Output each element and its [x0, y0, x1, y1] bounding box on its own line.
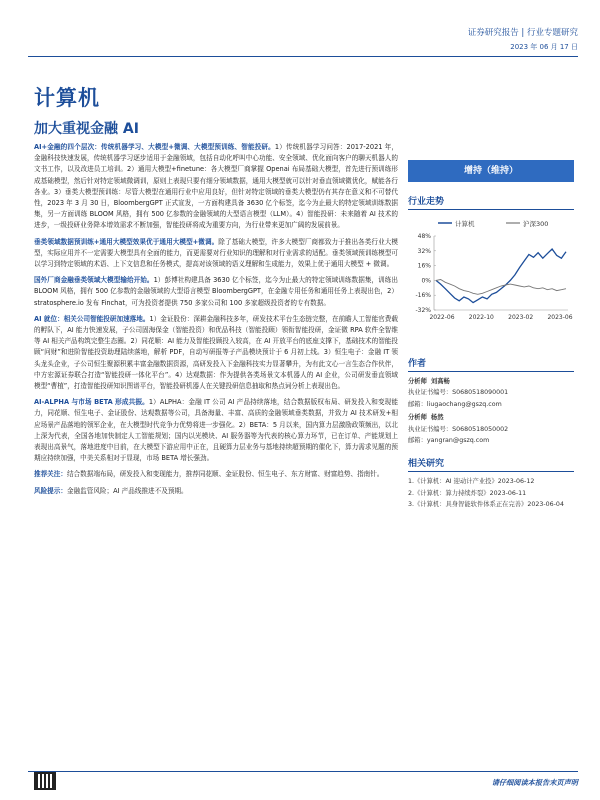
report-type-header: 证券研究报告 | 行业专题研究	[467, 28, 578, 38]
paragraph-lead: 垂类领域数据预训练+通用大模型效果优于通用大模型+微调。	[34, 237, 219, 246]
paragraph-6	[34, 469, 398, 480]
author-name: 刘高畅	[430, 378, 450, 385]
series-line-csi300	[436, 280, 566, 295]
header-divider	[28, 56, 578, 57]
author-block-2	[408, 412, 574, 446]
author-email: 邮箱：yangran@gszq.com	[408, 437, 490, 445]
y-tick-label: -16%	[415, 292, 431, 300]
footer-disclaimer: 请仔细阅读本报告末页声明	[491, 778, 578, 787]
y-tick-label: 32%	[417, 247, 431, 255]
related-research-item[interactable]: 2.《计算机：算力持续炸裂》2023-06-11	[408, 489, 527, 497]
x-tick-label: 2022-06	[429, 314, 455, 321]
paragraph-body: 金融监管风险；AI 产品线推进不及预期。	[66, 486, 188, 495]
industry-trend-chart	[408, 214, 574, 322]
related-research-item[interactable]: 3.《计算机：具身智能软件体系正在完善》2023-06-04	[408, 501, 564, 509]
related-research-heading: 相关研究	[408, 456, 574, 472]
footer	[0, 770, 600, 790]
paragraph-lead: 风险提示：	[34, 486, 67, 495]
author-role: 分析师	[408, 414, 427, 422]
paragraph-body: 除了基础大模型，许多大模型厂商都致力于推出各类行业大模型，实际应用并不一定需要大模型具有全面的能力，而更需要对行业知识的理解和对行业需求的适配。垂类领域预训练模型可以学习到特定领域的术语、上下文信息和任务模式，提高对该领域的语义理解和生成能力，效果上优于通用大模型 + 微调。	[34, 237, 398, 269]
related-research-list	[408, 476, 574, 510]
paragraph-body: 1）传统机器学习问答：2017-2021 年，金融科技快速发展，传统机器学习逐步适用于金融领域，包括自动化呼叫中心功能、安全领域、优化面向客户的聊天机器人的文书工作，以及改进员工培训。2）通用大模型+finetune：各大模型厂商掌握 Openai 布局基础大模型，首先进行预训练形成基础模型，然后针对特定领域微调训，原则上表现只要有细分领域数据，通用大模型就可以针对垂直领域微优化，赋能各行各业。3）垂类大模型预训练：尽管大模型在通用行业中应用良好，但针对特定领域的垂类大模型仍有其存在意义和不可替代性，2023 年 3 月 30 日，BloombergGPT 正式宣发，一方面构建具备 3630 亿个标签，迄今为止最大的特定领域训练数据集，另一方面训练 BLOOM 风格，拥有 500 亿参数的金融领域的大型语言模型（LLM）。4）智能投研：未来随着 AI 技术的进步，一级投研业务降本增效需求不断加强，智能投研将成为重要方向，为行业带来更加广阔的发展前景。	[34, 143, 399, 230]
paragraph-body: 1）彭博社构建具备 3630 亿个标签，迄今为止最大的特定领域训练数据集，训练出 BLOOM 风格，拥有 500 亿参数的金融领域的大型语言模型 BloombergGPT，在金融专用任务和通用任务上表现出色，2）stratosphere.io 发布 Finchat，可为投资者提供 750 多家公司和 100 多家超级投资者的专有数据。	[34, 276, 399, 307]
author-cert: 执业证书编号：S0680518090001	[408, 389, 509, 397]
paragraph-5	[34, 397, 398, 464]
author-block-1	[408, 376, 574, 410]
paragraph-2	[34, 237, 398, 271]
paragraph-7	[34, 486, 398, 497]
industry-title: 计算机	[34, 86, 100, 110]
y-tick-label: 16%	[417, 262, 431, 270]
y-tick-label: 48%	[417, 233, 431, 240]
author-role: 分析师	[408, 378, 427, 385]
qr-code-icon	[34, 772, 56, 790]
paragraph-body: 结合数据端布局，研发投入和变现能力，推荐同花顺、金证股份、恒生电子、东方财富、财富趋势、指南针。	[66, 470, 384, 479]
author-email: 邮箱：liugaochang@gszq.com	[408, 400, 502, 408]
paragraph-lead: AI-ALPHA 与市场 BETA 形成共振。	[34, 398, 149, 407]
paragraph-lead: 推荐关注：	[34, 470, 67, 479]
author-name: 杨然	[430, 414, 444, 422]
author-cert: 执业证书编号：S0680518050002	[408, 425, 509, 433]
paragraph-body: 1）ALPHA：金融 IT 公司 AI 产品持续落地，结合数据版权布局、研发投入和变现能力，同花顺、恒生电子、金证股份、达观数据等公司，具备海量、丰富、高质的金融领域垂类数据，并致力 AI 技术研发+相应场景产品落地的领军企业，在大模型时代竞争力优势将进一步强化。2）BETA：5 月以来，国内算力层激励政策频出，以北上深为代表，全国各地加快制定人工智能规划；国内以光模块、AI 服务器等为代表的核心算力环节，已在订单、产能规划上表现出高景气，落地进度中目前，在大模型下游应用中正在，且硬算力层业务与基地持续超预期的催化下，算力需求见题的预期应持续加强，中美关系相对于显现，市场 BETA 增长强劲。	[34, 398, 399, 463]
y-tick-label: -32%	[415, 307, 431, 314]
main-column	[34, 142, 398, 502]
y-tick-label: 0%	[421, 277, 431, 285]
x-tick-label: 2023-06	[547, 314, 573, 321]
sidebar	[408, 142, 574, 511]
legend-label-csi300: 沪深300	[523, 220, 549, 228]
paragraph-1	[34, 142, 398, 232]
legend-label-computer: 计算机	[455, 220, 475, 228]
paragraph-3	[34, 275, 398, 309]
report-title: 加大重视金融 AI	[34, 121, 139, 137]
report-date: 2023 年 06 月 17 日	[510, 43, 578, 51]
trend-heading: 行业走势	[408, 194, 574, 210]
paragraph-lead: 国外厂商金融垂类领域大模型输给开始。	[34, 276, 154, 285]
paragraph-lead: AI+金融的四个层次：传统机器学习、大模型+微调、大模型预训练、智能投研。	[34, 143, 275, 151]
x-tick-label: 2022-10	[468, 314, 494, 321]
related-research-item[interactable]: 1.《计算机：AI 迎动计产业投》2023-06-12	[408, 478, 535, 486]
footer-divider	[28, 771, 578, 772]
series-line-computer	[436, 249, 566, 303]
paragraph-4	[34, 314, 398, 392]
x-tick-label: 2023-02	[508, 314, 534, 321]
paragraph-lead: AI 就位：相关公司智能投研加速落地。	[34, 314, 150, 323]
paragraph-body: 1）金证股份：深耕金融科技多年，研发技术平台生态链完整，在前瞻人工智能官费载的孵队下，AI 能力快速发展，子公司固海保金（智能投资）和优品科技（智能投顾）领衔智能投研，金证微 RPA 软件全智维等 AI 相关产品构筑完整生态圈。2）同花顺：AI 能力及智能投顾投入较高，在 AI 开放平台的底座支撑下，基础技术的智能投顾“问财”和进阶智能投资助理陆续落地，解析 PDF，自动写研报等子产品模块预计于 6 月初上线。3）恒生电子：金融 IT 领头龙头企业，子公司恒生聚源积累丰富金融数据资源，高研发投入下金融科技实力显著攀升，为有此文心一言生态合作伙伴，中方宏源证券联合打造“智能投研一体化平台”。4）达观数据：作为提供各类场景文本机器人的 AI 企业，公司研发垂直领域模型“曹植”，打造智能投研知识图谱平台，智能投研机器人在关键投研信息抽取和热点词分析上表现出色。	[34, 314, 398, 391]
rating-badge: 增持（维持）	[408, 160, 574, 182]
author-heading: 作者	[408, 356, 574, 372]
